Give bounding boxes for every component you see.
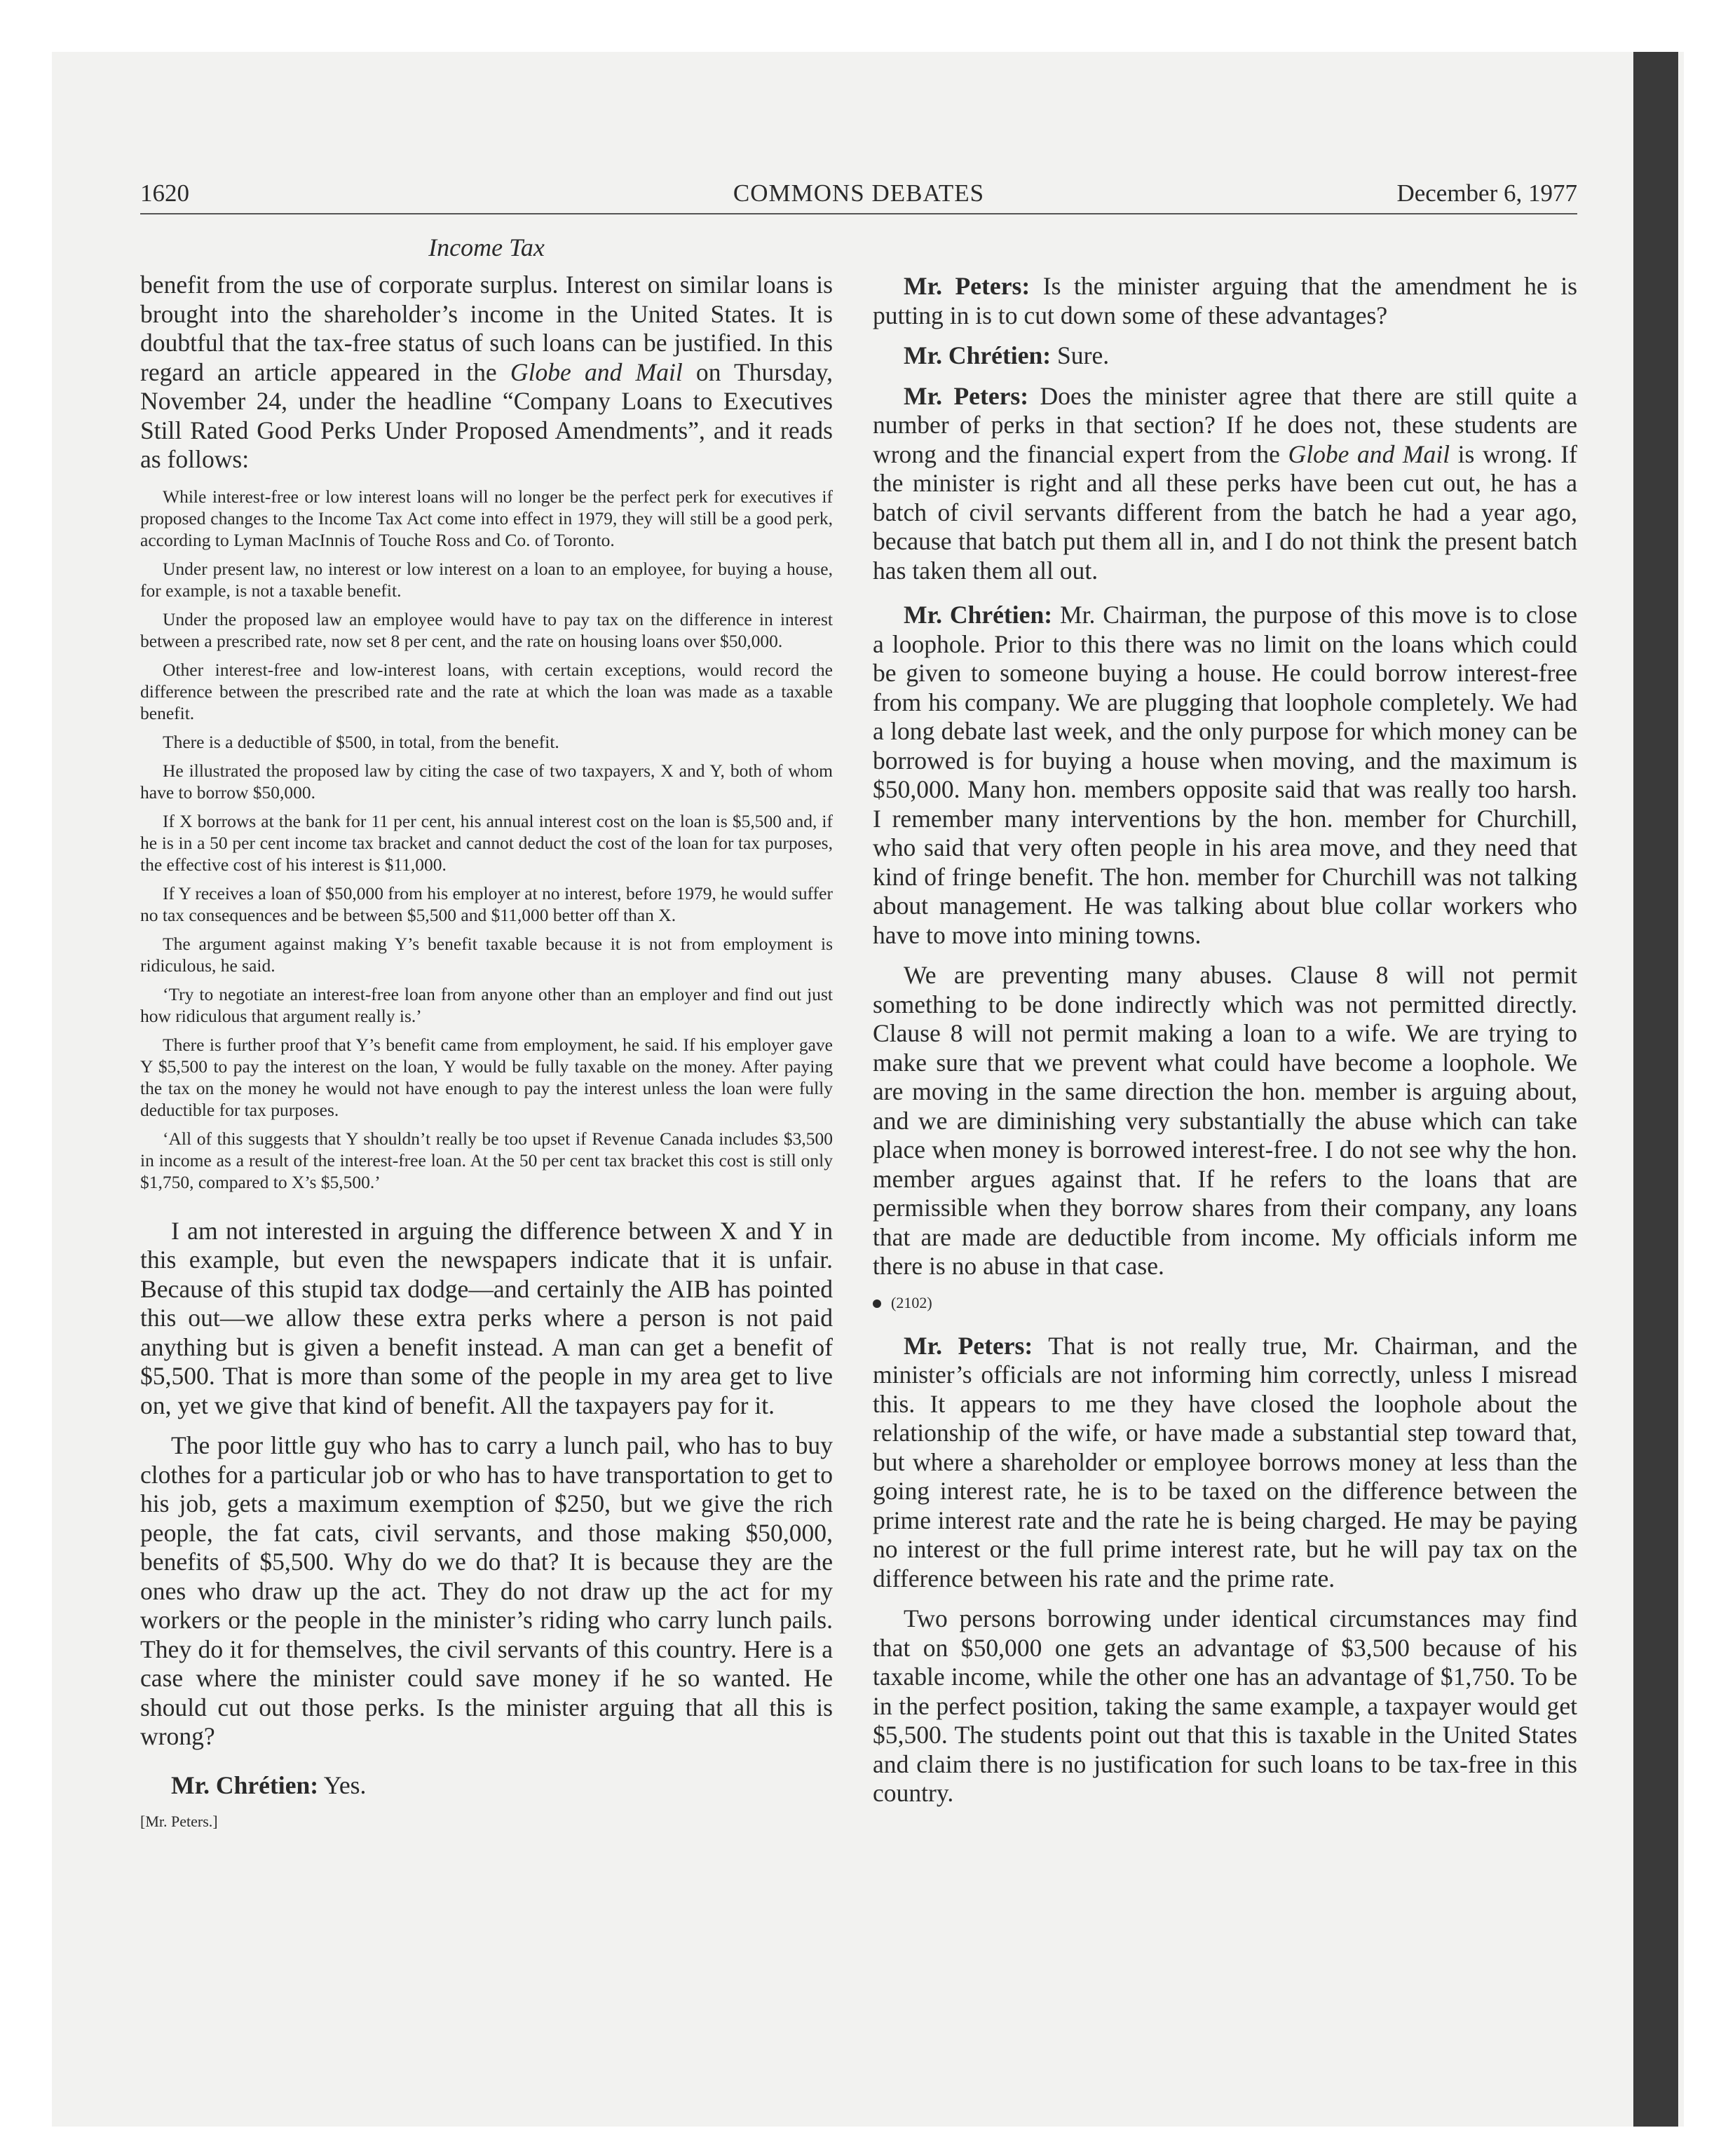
time-marker [873,1292,1577,1314]
quote-paragraph: If X borrows at the bank for 11 per cent, his annual interest cost on the loan is $5,500 and, if he is in a 50 per cent income tax bracket and cannot deduct the cost of the loan for tax purposes, the effective cost of his interest is $11,000. [140,810,833,875]
quote-paragraph: Other interest-free and low-interest loans, with certain exceptions, would record the difference between the prescribed rate and the rate at which the loan was made as a taxable benefit. [140,659,833,723]
speaker-name: Mr. Chrétien: [904,601,1053,629]
header-date: December 6, 1977 [1396,179,1577,207]
speaker-name: Mr. Chrétien: [171,1770,319,1799]
newspaper-name: Globe and Mail [510,357,683,386]
intro-text-1: benefit from the use of corporate surplus. Interest on similar loans is brought into the shareholder’s income in the United States. It is doubtful that the tax-free status of such loans can be justified. In this regard an article appeared in the [140,271,833,386]
timestamp-text: (2102) [891,1293,932,1311]
intro-paragraph [140,271,833,475]
speaker-name: Mr. Chrétien: [904,341,1052,369]
speech-text: That is not really true, Mr. Chairman, and the minister’s officials are not informing him correctly, unless I misread this. It appears to me they have closed the loophole about the relationship of the wife, or have made a substantial step toward that, but where a shareholder or employee borrows money at less than the going interest rate, he is to be taxed on the difference between the prime interest rate and the rate he is being charged. He may be paying no interest or the full prime interest rate, but he will pay tax on the difference between his rate and the prime rate. [873,1331,1577,1592]
body-paragraph: I am not interested in arguing the difference between X and Y in this example, but even the newspapers indicate that it is unfair. Because of this stupid tax dodge—and certainly the AIB has pointed this out—we allow these extra perks where a person is not paid anything but is given a benefit instead. A man can get a benefit of $5,500. That is more than some of the people in my area get to live on, yet we give that kind of benefit. All the taxpayers pay for it. [140,1216,833,1419]
speaker-name: Mr. Peters: [904,1331,1033,1360]
quote-paragraph: Under present law, no interest or low interest on a loan to an employee, for buying a house, for example, is not a taxable benefit. [140,558,833,601]
quote-paragraph: While interest-free or low interest loans will no longer be the perfect perk for executives if proposed changes to the Income Tax Act come into effect in 1979, they will still be a good perk, according to Lyman MacInnis of Touche Ross and Co. of Toronto. [140,486,833,550]
body-paragraph: Two persons borrowing under identical circumstances may find that on $50,000 one gets an advantage of $3,500 because of his taxable income, while the other one has an advantage of $1,750. To be in the perfect position, taking the same example, a taxpayer would get $5,500. The students point out that this is taxable in the United States and claim there is no justification for such loans to be tax-free in this country. [873,1604,1577,1807]
speech-text: Does the minister agree that there are still quite a number of perks in that section? If he does not, these students are wrong and the financial expert from the [873,381,1578,468]
speech-chretien [873,601,1577,950]
quote-paragraph: There is further proof that Y’s benefit came from employment, he said. If his employer gave Y $5,500 to pay the interest on the loan, Y would be fully taxable on the money. After paying the tax on the money he would not have enough to pay the interest unless the loan were fully deductible for tax purposes. [140,1034,833,1120]
quote-paragraph: ‘Try to negotiate an interest-free loan from anyone other than an employer and find out just how ridiculous that argument really is.’ [140,983,833,1026]
bullet-icon [873,1299,881,1308]
running-title: Income Tax [428,233,545,261]
journal-title: COMMONS DEBATES [733,179,985,207]
page-number: 1620 [140,179,189,207]
speech-chretien [140,1771,833,1801]
speaker-attribution: [Mr. Peters.] [140,1813,218,1830]
page-header [140,178,1577,214]
scan-edge-strip [1633,52,1678,2127]
speech-peters [873,272,1577,330]
speech-text: Yes. [318,1770,367,1799]
right-column [873,266,1577,1820]
left-column [140,271,833,1832]
intro-text-2: on Thursday, November 24, under the headline “Company Loans to Executives Still Rated Good Perks Under Proposed Amendments”, and it reads as follows: [140,357,833,473]
quote-paragraph: He illustrated the proposed law by citing the case of two taxpayers, X and Y, both of whom have to borrow $50,000. [140,760,833,803]
speech-peters [873,1332,1577,1594]
quote-paragraph: The argument against making Y’s benefit taxable because it is not from employment is ridiculous, he said. [140,933,833,976]
speaker-name: Mr. Peters: [904,381,1029,410]
quoted-article [140,486,833,1193]
quote-paragraph: ‘All of this suggests that Y shouldn’t really be too upset if Revenue Canada includes $3,500 in income as a result of the interest-free loan. At the 50 per cent tax bracket this cost is still only $1,750, compared to X’s $5,500.’ [140,1128,833,1192]
speech-chretien [873,341,1577,371]
body-paragraph: The poor little guy who has to carry a lunch pail, who has to buy clothes for a particular job or who has to have transportation to get to his job, gets a maximum exemption of $250, but we give the rich people, the fat cats, civil servants, and those making $50,000, benefits of $5,500. Why do we do that? It is because they are the ones who draw up the act. They do not draw up the act for my workers or the people in the minister’s riding who carry lunch pails. They do it for themselves, the civil servants of this country. Here is a case where the minister could save money if he so wanted. He should cut out those perks. Is the minister arguing that all this is wrong? [140,1431,833,1750]
speech-text: Mr. Chairman, the purpose of this move is to close a loophole. Prior to this there was no limit on the loans which could be given to someone buying a house. He could borrow interest-free from his company. We are plugging that loophole completely. We had a long debate last week, and the only purpose for which money can be borrowed is for buying a house when moving, and the maximum is $50,000. Many hon. members opposite said that was really too harsh. I remember many interventions by the hon. member for Churchill, who said that very often people in his area move, and they need that kind of fringe benefit. The hon. member for Churchill was not talking about management. He was talking about blue collar workers who have to move into mining towns. [873,601,1577,949]
speech-text: is wrong. If the minister is right and all these perks have been cut out, he has a batch of civil servants different from the batch he had a year ago, because that batch put them all in, and I do not think the present batch has taken them all out. [873,439,1577,585]
quote-paragraph: Under the proposed law an employee would have to pay tax on the difference in interest between a prescribed rate, now set 8 per cent, and the rate on housing loans over $50,000. [140,608,833,651]
body-paragraph: We are preventing many abuses. Clause 8 will not permit something to be done indirectly which was not permitted directly. Clause 8 will not permit making a loan to a wife. We are trying to make sure that we prevent what could have become a loophole. We are moving in the same direction the hon. member is arguing about, and we are diminishing very substantially the abuse which can take place when money is borrowed interest-free. I do not see why the hon. member argues against that. If he refers to the loans that are permissible when they borrow shares from their company, any loans that are made are deductible from income. My officials inform me there is no abuse in that case. [873,961,1577,1280]
quote-paragraph: If Y receives a loan of $50,000 from his employer at no interest, before 1979, he would suffer no tax consequences and be between $5,500 and $11,000 better off than X. [140,882,833,925]
quote-paragraph: There is a deductible of $500, in total, from the benefit. [163,731,559,752]
speech-text: Is the minister arguing that the amendment he is putting in is to cut down some of these advantages? [873,272,1578,329]
speaker-name: Mr. Peters: [904,272,1030,300]
speech-peters [873,382,1577,586]
newspaper-name: Globe and Mail [1288,439,1450,468]
speech-text: Sure. [1051,341,1110,369]
